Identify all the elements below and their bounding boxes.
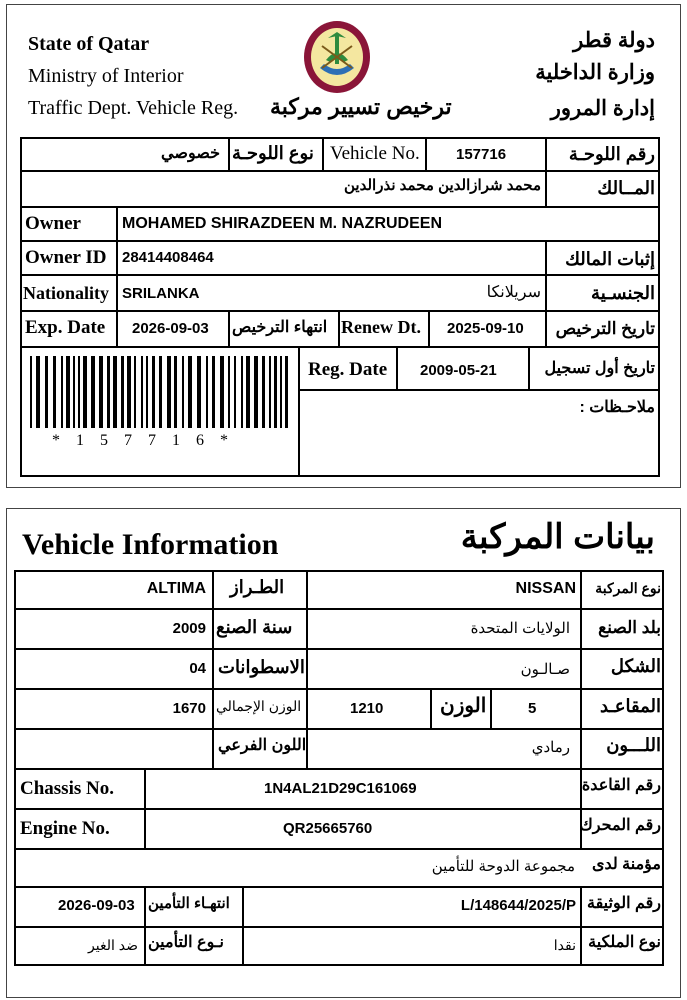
barcode-bar	[280, 356, 282, 428]
renew-date-value: 2025-09-10	[447, 320, 524, 337]
owner-name: MOHAMED SHIRAZDEEN M. NAZRUDEEN	[122, 215, 442, 232]
notes-label: ملاحـظات :	[579, 399, 655, 416]
barcode-bar	[246, 356, 250, 428]
insurance-exp-value: 2026-09-03	[58, 897, 135, 914]
seats-value: 5	[528, 700, 537, 717]
barcode-bar	[53, 356, 56, 428]
barcode-bar	[83, 356, 87, 428]
vehicle-title-ar: بيانات المركبة	[460, 518, 655, 556]
dept-ar: إدارة المرور	[550, 97, 655, 120]
barcode-bar	[152, 356, 155, 428]
engine-label: Engine No.	[20, 818, 110, 839]
insurer-label: مؤمنة لدى	[591, 856, 661, 873]
year-value: 2009	[172, 620, 206, 637]
license-date-label-ar: تاريخ الترخيص	[555, 319, 655, 338]
barcode-bar	[78, 356, 80, 428]
nationality-label-ar: الجنسـية	[591, 283, 655, 303]
insurance-exp-label: انتهـاء التأمين	[148, 895, 230, 912]
make-label: نوع المركبة	[595, 580, 661, 596]
chassis-value: 1N4AL21D29C161069	[264, 780, 417, 797]
shape-label: الشكل	[610, 656, 661, 676]
barcode-bar	[274, 356, 277, 428]
barcode-bar	[206, 356, 208, 428]
barcode-bar	[234, 356, 236, 428]
owner-label-ar: المــالك	[597, 178, 655, 198]
reg-date-label: Reg. Date	[308, 359, 388, 380]
color-value: رمادي	[531, 739, 570, 756]
dept-en: Traffic Dept. Vehicle Reg.	[28, 97, 239, 119]
insurance-type-value: ضد الغير	[88, 937, 138, 953]
barcode-bar	[220, 356, 224, 428]
plate-type-label: نوع اللوحـة	[232, 143, 314, 163]
weight-label: الوزن	[440, 695, 487, 717]
plate-label: رقم اللوحـة	[568, 144, 655, 164]
country-ar: دولة قطر	[573, 29, 655, 52]
engine-label-ar: رقم المحرك	[579, 817, 661, 834]
barcode-bar	[146, 356, 148, 428]
ownership-type-label: نوع الملكية	[588, 934, 661, 951]
ministry-en: Ministry of Interior	[28, 65, 184, 87]
renew-date-label: Renew Dt.	[341, 317, 421, 337]
barcode-bar	[45, 356, 48, 428]
vehicle-no-label: Vehicle No.	[330, 143, 420, 164]
insurer-value: مجموعة الدوحة للتأمين	[431, 858, 575, 875]
plate-type-value: خصوصي	[161, 145, 220, 162]
title-ar: ترخيص تسيير مركبة	[270, 94, 452, 119]
barcode-bar	[121, 356, 124, 428]
barcode-bar	[99, 356, 103, 428]
barcode-bar	[107, 356, 110, 428]
make-value: NISSAN	[515, 580, 576, 597]
exp-date-label: Exp. Date	[25, 317, 106, 338]
reg-date-value: 2009-05-21	[420, 362, 497, 379]
engine-value: QR25665760	[283, 820, 373, 837]
cylinders-value: 04	[189, 660, 206, 677]
policy-value: L/148644/2025/P	[460, 897, 576, 914]
country-label: بلد الصنع	[598, 618, 661, 637]
cylinders-label: الاسطوانات	[218, 657, 305, 677]
owner-id-value: 28414408464	[122, 249, 214, 266]
barcode-bar	[127, 356, 131, 428]
barcode-bar	[254, 356, 258, 428]
color-label: اللـــون	[606, 735, 661, 755]
owner-id-label-ar: إثبات المالك	[565, 249, 655, 269]
barcode-bar	[262, 356, 265, 428]
reg-date-label-ar: تاريخ أول تسجيل	[544, 360, 655, 377]
ministry-emblem	[300, 16, 374, 96]
barcode-bar	[113, 356, 117, 428]
model-label: الطـراز	[230, 577, 285, 597]
vehicle-title-en: Vehicle Information	[22, 528, 279, 561]
year-label: سنة الصنع	[216, 617, 293, 637]
sub-color-label: اللون الفرعي	[218, 737, 307, 754]
barcode-bar	[141, 356, 143, 428]
barcode-bar	[159, 356, 162, 428]
ministry-ar: وزارة الداخلية	[535, 61, 655, 84]
chassis-label: Chassis No.	[20, 778, 114, 799]
barcode-bar	[182, 356, 184, 428]
barcode-bar	[36, 356, 40, 428]
barcode-bar	[188, 356, 192, 428]
owner-label: Owner	[25, 213, 81, 234]
barcode-bar	[66, 356, 70, 428]
nationality-value: SRILANKA	[122, 285, 200, 302]
insurance-type-label: نـوع التأمين	[148, 934, 224, 951]
ownership-type-value: نقدا	[553, 937, 576, 953]
country-value: الولايات المتحدة	[470, 620, 570, 637]
barcode-bar	[269, 356, 271, 428]
owner-id-label: Owner ID	[25, 247, 107, 268]
owner-name-ar: محمد شرازالدين محمد نذرالدين	[344, 177, 541, 194]
gross-weight-value: 1670	[172, 700, 206, 717]
gross-weight-label: الوزن الإجمالي	[216, 698, 302, 714]
chassis-label-ar: رقم القاعدة	[581, 777, 661, 794]
barcode-bar	[91, 356, 95, 428]
plate-number: 157716	[456, 146, 507, 163]
barcode-bar	[174, 356, 177, 428]
country-en: State of Qatar	[28, 33, 150, 55]
barcode-text: * 1 5 7 7 1 6 *	[52, 432, 234, 449]
model-value: ALTIMA	[146, 580, 206, 597]
barcode-bar	[73, 356, 75, 428]
seats-label: المقاعـد	[600, 696, 661, 716]
policy-label: رقم الوثيقة	[586, 895, 661, 912]
barcode-bar	[167, 356, 171, 428]
nationality-value-ar: سريلانكا	[486, 284, 541, 301]
barcode-bar	[197, 356, 201, 428]
exp-date-label-ar: انتهاء الترخيص	[232, 319, 328, 336]
barcode-bar	[285, 356, 288, 428]
barcode	[30, 356, 290, 428]
shape-value: صـالـون	[520, 661, 570, 678]
barcode-bar	[241, 356, 243, 428]
exp-date-value: 2026-09-03	[132, 320, 209, 337]
nationality-label: Nationality	[23, 283, 110, 303]
barcode-bar	[212, 356, 215, 428]
barcode-bar	[134, 356, 136, 428]
weight-value: 1210	[350, 700, 384, 717]
barcode-bar	[61, 356, 63, 428]
barcode-bar	[30, 356, 32, 428]
barcode-bar	[228, 356, 230, 428]
